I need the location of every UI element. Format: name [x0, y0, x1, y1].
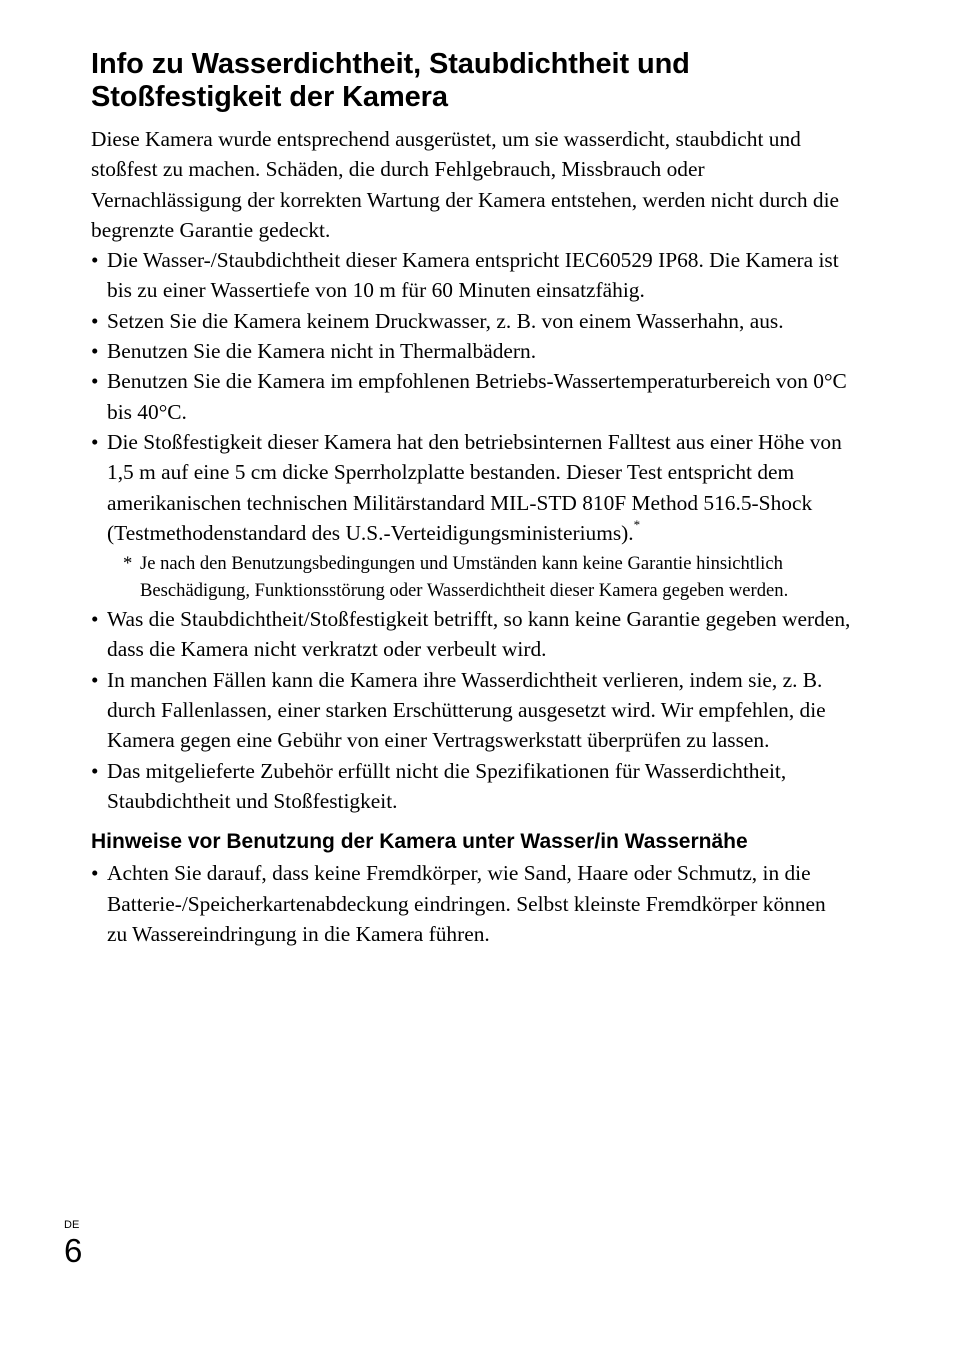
- list-item-text: Die Stoßfestigkeit dieser Kamera hat den betriebsinternen Falltest aus einer Höhe von 1,5 m auf eine 5 cm dicke Sperrholzplatte bestanden. Dieser Test entspricht dem amerikanischen technischen Militärstandard MIL-STD 810F Method 516.5-Shock (Testmethodenstandard des U.S.-Verteidigungsministeriums).: [107, 429, 842, 545]
- list-item-text: Die Wasser-/Staubdichtheit dieser Kamera entspricht IEC60529 IP68. Die Kamera ist bis zu einer Wassertiefe von 10 m für 60 Minuten einsatzfähig.: [107, 248, 839, 303]
- intro-paragraph: Diese Kamera wurde entsprechend ausgerüstet, um sie wasserdicht, staubdicht und stoßfest zu machen. Schäden, die durch Fehlgebrauch, Missbrauch oder Vernachlässigung der korrekten Wartung der Kamera entstehen, werden nicht durch die begrenzte Garantie gedeckt.: [91, 127, 840, 242]
- list-item: [91, 756, 851, 817]
- list-item: [91, 604, 851, 665]
- footnote-marker: *: [123, 553, 133, 575]
- page-title: Info zu Wasserdichtheit, Staubdichtheit und Stoßfestigkeit der Kamera: [91, 48, 690, 113]
- document-page: [91, 48, 851, 949]
- page-number: 6: [64, 1232, 83, 1269]
- list-item: [91, 245, 851, 306]
- body-content: [91, 124, 851, 949]
- list-item-text: Das mitgelieferte Zubehör erfüllt nicht die Spezifikationen für Wasserdichtheit, Staubdichtheit und Stoßfestigkeit.: [107, 758, 787, 813]
- bullet-icon: •: [91, 607, 99, 632]
- sub-bullet-list: [91, 858, 851, 949]
- bullet-list: [91, 245, 851, 816]
- list-item-text: Setzen Sie die Kamera keinem Druckwasser, z. B. von einem Wasserhahn, aus.: [107, 308, 784, 333]
- section-subheading: Hinweise vor Benutzung der Kamera unter Wasser/in Wassernähe: [91, 830, 748, 854]
- bullet-icon: •: [91, 667, 99, 692]
- bullet-icon: •: [91, 369, 99, 394]
- bullet-icon: •: [91, 861, 99, 886]
- page-marker: [64, 1218, 104, 1268]
- list-item-text: In manchen Fällen kann die Kamera ihre Wasserdichtheit verlieren, indem sie, z. B. durch Fallenlassen, einer starken Erschütterung ausgesetzt wird. Wir empfehlen, die Kamera gegen eine Gebühr von einer Vertragswerkstatt überprüfen zu lassen.: [107, 667, 826, 753]
- language-code: DE: [64, 1219, 80, 1231]
- bullet-icon: •: [91, 308, 99, 333]
- list-item: [91, 306, 851, 336]
- list-item: [91, 665, 851, 756]
- footnote-reference: *: [633, 516, 641, 532]
- list-item: [91, 858, 851, 949]
- footnote: [123, 550, 851, 604]
- footnote-text: Je nach den Benutzungsbedingungen und Umständen kann keine Garantie hinsichtlich Beschädigung, Funktionsstörung oder Wasserdichtheit dieser Kamera gegeben werden.: [140, 553, 789, 602]
- list-item-text: Achten Sie darauf, dass keine Fremdkörper, wie Sand, Haare oder Schmutz, in die Batterie-/Speicherkartenabdeckung eindringen. Selbst kleinste Fremdkörper können zu Wassereindringung in die Kamera führen.: [107, 861, 826, 946]
- list-item: [91, 427, 851, 604]
- list-item: [91, 366, 851, 427]
- list-item: [91, 336, 851, 366]
- bullet-icon: •: [91, 758, 99, 783]
- list-item-text: Benutzen Sie die Kamera im empfohlenen Betriebs-Wassertemperaturbereich von 0°C bis 40°C.: [107, 369, 847, 424]
- bullet-icon: •: [91, 339, 99, 364]
- bullet-icon: •: [91, 248, 99, 273]
- list-item-text: Benutzen Sie die Kamera nicht in Thermalbädern.: [107, 339, 537, 364]
- list-item-text: Was die Staubdichtheit/Stoßfestigkeit betrifft, so kann keine Garantie gegeben werden, dass die Kamera nicht verkratzt oder verbeult wird.: [107, 607, 851, 662]
- bullet-icon: •: [91, 429, 99, 454]
